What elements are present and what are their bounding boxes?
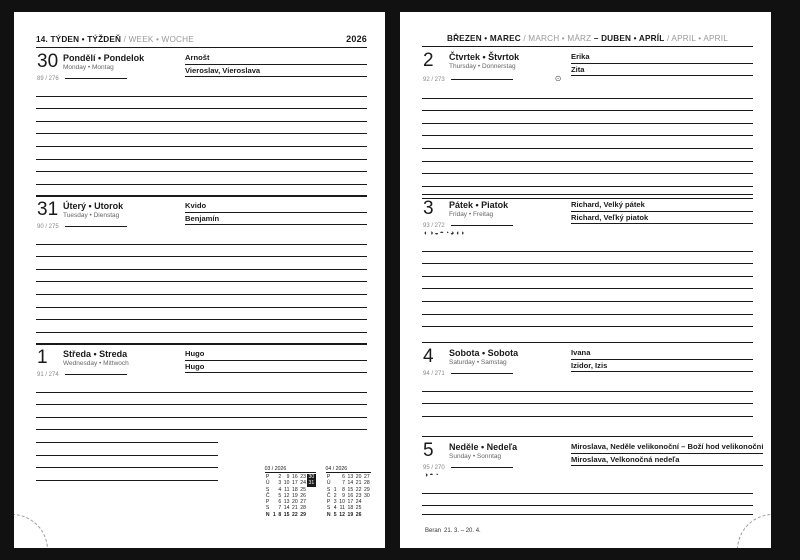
mini-day: 14 bbox=[283, 505, 290, 512]
mini-day: 1 bbox=[333, 486, 337, 493]
writing-line[interactable] bbox=[422, 379, 753, 392]
mini-row bbox=[265, 512, 316, 518]
writing-line[interactable] bbox=[422, 99, 753, 112]
page-corner-curve bbox=[737, 514, 771, 548]
nameday-sk: Hugo bbox=[185, 361, 367, 374]
writing-line[interactable] bbox=[36, 134, 367, 147]
weekday-label: N bbox=[265, 511, 270, 518]
writing-line[interactable] bbox=[36, 443, 218, 456]
nameday-cs: Hugo bbox=[185, 348, 367, 361]
mini-day: 24 bbox=[355, 499, 362, 506]
mini-day: 13 bbox=[347, 473, 354, 480]
mini-day: 11 bbox=[339, 505, 345, 512]
writing-line[interactable] bbox=[422, 86, 753, 99]
writing-line[interactable] bbox=[422, 315, 753, 328]
writing-line[interactable] bbox=[36, 232, 367, 245]
day-entry[interactable] bbox=[422, 343, 753, 437]
mini-day: 9 bbox=[342, 492, 345, 499]
month-label-2: DUBEN • APRÍL bbox=[601, 34, 665, 43]
day-entry[interactable] bbox=[36, 48, 367, 196]
day-rule bbox=[65, 225, 127, 227]
writing-line[interactable] bbox=[422, 392, 753, 405]
zodiac-sign: Beran bbox=[425, 528, 442, 534]
mini-day: 10 bbox=[339, 499, 345, 506]
mini-day: 8 bbox=[342, 486, 345, 493]
mini-day: 28 bbox=[300, 505, 306, 512]
mini-day: 28 bbox=[364, 480, 370, 487]
day-rule bbox=[451, 372, 513, 374]
nameday-cs: Ivana bbox=[571, 347, 753, 360]
mini-day-current: 31 bbox=[308, 480, 315, 487]
mini-day: 23 bbox=[300, 473, 306, 480]
writing-line[interactable] bbox=[36, 468, 218, 481]
weekday-label: Č bbox=[265, 492, 270, 499]
mini-day: 2 bbox=[333, 492, 337, 499]
weekday-label: P bbox=[326, 473, 331, 480]
zodiac-range: 21. 3. – 20. 4. bbox=[444, 528, 481, 534]
writing-lines[interactable] bbox=[36, 84, 367, 197]
writing-line[interactable] bbox=[422, 264, 753, 277]
writing-line[interactable] bbox=[422, 136, 753, 149]
day-name-cs: Pondělí • Pondelok bbox=[63, 53, 145, 63]
day-entry[interactable] bbox=[422, 47, 753, 195]
writing-line[interactable] bbox=[422, 494, 753, 507]
mini-day: 18 bbox=[292, 486, 298, 493]
writing-lines[interactable] bbox=[422, 239, 753, 327]
mini-day: 1 bbox=[272, 511, 276, 518]
writing-line[interactable] bbox=[422, 481, 753, 494]
zodiac-footer bbox=[422, 525, 481, 534]
weekday-label: P bbox=[326, 499, 331, 506]
mini-calendar-grid bbox=[265, 474, 316, 518]
day-rule bbox=[65, 77, 127, 79]
day-name-cs: Čtvrtek • Štvrtok bbox=[449, 52, 520, 62]
month-label-1-translation: / MARCH • MÄRZ bbox=[523, 34, 592, 43]
week-label-translation: / WEEK • WOCHE bbox=[123, 35, 194, 44]
nameday-cs: Erika bbox=[571, 51, 753, 64]
day-rule bbox=[451, 224, 513, 226]
mini-day: 7 bbox=[342, 480, 345, 487]
weekday-label: P bbox=[265, 499, 270, 506]
day-count: 94 / 271 bbox=[423, 371, 445, 377]
mini-day: 13 bbox=[283, 499, 290, 506]
writing-line[interactable] bbox=[422, 277, 753, 290]
nameday-cs: Miroslava, Neděle velikonoční – Boží hod velikonoční bbox=[571, 441, 763, 454]
mini-day: 20 bbox=[355, 473, 362, 480]
nameday-cs: Richard, Velký pátek bbox=[571, 199, 753, 212]
writing-line[interactable] bbox=[36, 97, 367, 110]
mini-day: 18 bbox=[347, 505, 354, 512]
mini-day: 22 bbox=[355, 486, 362, 493]
writing-line[interactable] bbox=[36, 84, 367, 97]
writing-line[interactable] bbox=[422, 404, 753, 417]
day-count: 93 / 272 bbox=[423, 223, 445, 229]
right-page bbox=[400, 12, 771, 548]
moon-phase-icons: ◑◓◔ bbox=[424, 472, 440, 479]
writing-line[interactable] bbox=[36, 245, 367, 258]
mini-day: 11 bbox=[284, 486, 290, 493]
mini-day: 7 bbox=[278, 505, 282, 512]
weekday-label: S bbox=[326, 486, 331, 493]
mini-day: 10 bbox=[283, 480, 290, 487]
planner-spine bbox=[385, 12, 400, 548]
weekday-label: N bbox=[326, 511, 331, 518]
mini-day: 17 bbox=[292, 480, 298, 487]
writing-line[interactable] bbox=[36, 122, 367, 135]
writing-line[interactable] bbox=[36, 282, 367, 295]
day-rule bbox=[451, 466, 513, 468]
mini-day: 5 bbox=[333, 511, 337, 518]
day-count: 95 / 270 bbox=[423, 465, 445, 471]
nameday-sk: Benjamín bbox=[185, 213, 367, 226]
day-number: 30 bbox=[37, 51, 59, 72]
day-number: 4 bbox=[423, 346, 434, 367]
day-name-cs: Neděle • Nedeľa bbox=[449, 442, 518, 452]
day-rule bbox=[451, 78, 513, 80]
mini-day: 20 bbox=[292, 499, 298, 506]
writing-line[interactable] bbox=[36, 320, 367, 333]
mini-day: 14 bbox=[347, 480, 354, 487]
mini-calendar-title: 03 / 2026 bbox=[265, 466, 316, 473]
day-name-en: Wednesday • Mittwoch bbox=[63, 360, 129, 367]
mini-day: 26 bbox=[300, 492, 306, 499]
right-page-header bbox=[422, 34, 753, 47]
day-name-en: Tuesday • Dienstag bbox=[63, 212, 120, 219]
day-number: 1 bbox=[37, 347, 48, 368]
left-page-header bbox=[36, 34, 367, 48]
nameday-sk: Richard, Veľký piatok bbox=[571, 212, 753, 225]
mini-day: 16 bbox=[292, 473, 298, 480]
mini-day: 23 bbox=[355, 492, 362, 499]
mini-calendar-grid bbox=[326, 474, 371, 518]
day-name-cs: Pátek • Piatok bbox=[449, 200, 509, 210]
mini-day: 3 bbox=[333, 499, 337, 506]
writing-line[interactable] bbox=[422, 149, 753, 162]
writing-line[interactable] bbox=[422, 252, 753, 265]
page-corner-curve bbox=[14, 514, 48, 548]
day-number: 5 bbox=[423, 440, 434, 461]
writing-line[interactable] bbox=[36, 172, 367, 185]
day-name-en: Monday • Montag bbox=[63, 64, 114, 71]
mini-day: 4 bbox=[278, 486, 282, 493]
day-rule bbox=[65, 373, 127, 375]
writing-line[interactable] bbox=[36, 270, 367, 283]
nameday-sk: Izidor, Izis bbox=[571, 360, 753, 373]
week-label: 14. TÝDEN • TÝŽDEŇ bbox=[36, 35, 122, 44]
month-range-dash: – bbox=[593, 34, 599, 43]
mini-day: 3 bbox=[278, 480, 282, 487]
mini-day: 25 bbox=[355, 505, 362, 512]
nameday-cs: Arnošt bbox=[185, 52, 367, 65]
nameday-sk: Zita bbox=[571, 64, 753, 77]
moon-phase-icons: ◐◑◒◓◔◕◖◗ bbox=[424, 230, 466, 237]
writing-line[interactable] bbox=[36, 147, 367, 160]
mini-day-current: 30 bbox=[308, 473, 315, 480]
writing-lines[interactable] bbox=[422, 481, 753, 506]
day-entry[interactable] bbox=[422, 437, 764, 515]
mini-day: 4 bbox=[333, 505, 337, 512]
month-label-1: BŘEZEN • MAREC bbox=[446, 34, 521, 43]
mini-day: 25 bbox=[300, 486, 306, 493]
day-name-en: Saturday • Samstag bbox=[449, 359, 507, 366]
writing-line[interactable] bbox=[36, 109, 367, 122]
mini-calendar-title: 04 / 2026 bbox=[326, 466, 371, 473]
weekday-label: S bbox=[265, 486, 270, 493]
writing-line[interactable] bbox=[36, 160, 367, 173]
weekday-label: S bbox=[265, 505, 270, 512]
day-name-en: Friday • Freitag bbox=[449, 211, 494, 218]
day-name-en: Thursday • Donnerstag bbox=[449, 63, 516, 70]
mini-day: 24 bbox=[300, 480, 306, 487]
left-page bbox=[14, 12, 385, 548]
mini-day bbox=[307, 512, 315, 518]
mini-day: 12 bbox=[283, 492, 290, 499]
mini-day: 21 bbox=[292, 505, 298, 512]
mini-day: 22 bbox=[292, 511, 298, 518]
mini-day: 21 bbox=[355, 480, 362, 487]
mini-day: 17 bbox=[347, 499, 354, 506]
mini-day: 12 bbox=[339, 511, 345, 518]
day-count: 89 / 276 bbox=[37, 76, 59, 82]
mini-day: 27 bbox=[300, 499, 306, 506]
weekday-label: P bbox=[265, 473, 270, 480]
writing-line[interactable] bbox=[422, 124, 753, 137]
writing-line[interactable] bbox=[36, 295, 367, 308]
mini-calendar-april bbox=[326, 466, 371, 518]
month-label-2-translation: / APRIL • APRIL bbox=[666, 34, 729, 43]
day-number: 2 bbox=[423, 50, 434, 71]
day-entry[interactable] bbox=[36, 196, 367, 344]
mini-day: 8 bbox=[278, 511, 282, 518]
writing-line[interactable] bbox=[36, 257, 367, 270]
mini-row bbox=[326, 512, 371, 518]
weekday-label: Č bbox=[326, 492, 331, 499]
mini-day: 9 bbox=[286, 473, 290, 480]
mini-day: 6 bbox=[342, 473, 345, 480]
writing-line[interactable] bbox=[36, 418, 367, 431]
year-label: 2026 bbox=[346, 34, 367, 44]
day-count: 91 / 274 bbox=[37, 372, 59, 378]
writing-line[interactable] bbox=[422, 239, 753, 252]
writing-lines[interactable] bbox=[422, 379, 753, 417]
mini-day: 2 bbox=[278, 473, 282, 480]
writing-line[interactable] bbox=[422, 289, 753, 302]
mini-calendar-march bbox=[265, 466, 316, 518]
day-count: 92 / 273 bbox=[423, 76, 445, 83]
mini-day: 19 bbox=[292, 492, 298, 499]
writing-line[interactable] bbox=[36, 456, 218, 469]
day-count: 90 / 275 bbox=[37, 224, 59, 230]
mini-calendars bbox=[265, 466, 371, 518]
mini-day: 29 bbox=[364, 486, 370, 493]
mini-day: 5 bbox=[278, 492, 282, 499]
clock-icon: ⊙ bbox=[554, 74, 562, 83]
writing-lines[interactable] bbox=[36, 232, 367, 345]
mini-day: 15 bbox=[347, 486, 354, 493]
day-name-cs: Úterý • Utorok bbox=[63, 201, 124, 211]
writing-line[interactable] bbox=[36, 380, 367, 393]
mini-day: 29 bbox=[300, 511, 306, 518]
weekday-label: Ú bbox=[326, 480, 331, 487]
mini-day: 6 bbox=[278, 499, 282, 506]
nameday-sk: Vieroslav, Vieroslava bbox=[185, 65, 367, 78]
mini-day: 19 bbox=[347, 511, 354, 518]
writing-line[interactable] bbox=[422, 162, 753, 175]
weekday-label: Ú bbox=[265, 480, 270, 487]
writing-lines[interactable] bbox=[422, 86, 753, 199]
writing-line[interactable] bbox=[422, 302, 753, 315]
nameday-sk: Miroslava, Velkonočná nedeľa bbox=[571, 454, 763, 467]
writing-line[interactable] bbox=[36, 430, 218, 443]
writing-line[interactable] bbox=[422, 111, 753, 124]
mini-day: 15 bbox=[283, 511, 290, 518]
day-number: 3 bbox=[423, 198, 434, 219]
writing-line[interactable] bbox=[36, 308, 367, 321]
mini-day: 30 bbox=[364, 492, 370, 499]
writing-line[interactable] bbox=[36, 405, 367, 418]
day-name-cs: Sobota • Sobota bbox=[449, 348, 519, 358]
nameday-cs: Kvido bbox=[185, 200, 367, 213]
writing-line[interactable] bbox=[36, 393, 367, 406]
mini-day: 27 bbox=[364, 473, 370, 480]
day-entry[interactable] bbox=[422, 195, 753, 343]
writing-line[interactable] bbox=[422, 174, 753, 187]
mini-day: 16 bbox=[347, 492, 354, 499]
day-name-cs: Středa • Streda bbox=[63, 349, 128, 359]
day-name-en: Sunday • Sonntag bbox=[449, 453, 502, 460]
day-number: 31 bbox=[37, 199, 59, 220]
weekday-label: S bbox=[326, 505, 331, 512]
mini-day: 26 bbox=[355, 511, 362, 518]
mini-day bbox=[363, 512, 371, 518]
